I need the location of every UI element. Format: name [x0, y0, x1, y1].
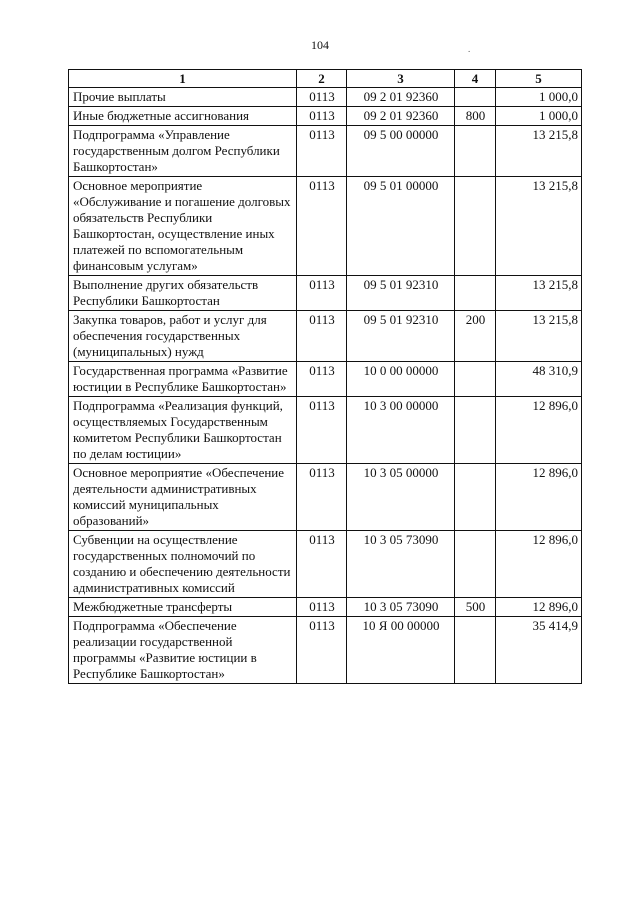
cell-target-article: 10 3 05 73090	[347, 598, 455, 617]
cell-expense-type	[455, 362, 496, 397]
cell-name: Выполнение других обязательств Республики Башкортостан	[69, 276, 297, 311]
cell-amount: 13 215,8	[496, 311, 582, 362]
cell-amount: 12 896,0	[496, 598, 582, 617]
cell-section: 0113	[297, 107, 347, 126]
cell-section: 0113	[297, 88, 347, 107]
cell-name: Государственная программа «Развитие юстиции в Республике Башкортостан»	[69, 362, 297, 397]
cell-name: Субвенции на осуществление государственных полномочий по созданию и обеспечению деятельности административных комиссий	[69, 531, 297, 598]
table-row	[69, 598, 582, 617]
cell-section: 0113	[297, 311, 347, 362]
cell-amount: 1 000,0	[496, 88, 582, 107]
cell-section: 0113	[297, 531, 347, 598]
table-row	[69, 362, 582, 397]
header-col-4: 4	[455, 70, 496, 88]
cell-name: Межбюджетные трансферты	[69, 598, 297, 617]
table-row	[69, 177, 582, 276]
table-row	[69, 311, 582, 362]
table-row	[69, 88, 582, 107]
cell-amount: 13 215,8	[496, 126, 582, 177]
cell-section: 0113	[297, 464, 347, 531]
cell-target-article: 09 2 01 92360	[347, 107, 455, 126]
table-row	[69, 276, 582, 311]
cell-name: Подпрограмма «Управление государственным долгом Республики Башкортостан»	[69, 126, 297, 177]
table-row	[69, 531, 582, 598]
cell-amount: 35 414,9	[496, 617, 582, 684]
cell-target-article: 10 3 05 73090	[347, 531, 455, 598]
cell-target-article: 10 3 00 00000	[347, 397, 455, 464]
cell-amount: 13 215,8	[496, 276, 582, 311]
cell-target-article: 10 3 05 00000	[347, 464, 455, 531]
budget-table	[68, 69, 582, 684]
cell-expense-type	[455, 464, 496, 531]
cell-target-article: 10 0 00 00000	[347, 362, 455, 397]
table-row	[69, 617, 582, 684]
cell-amount: 12 896,0	[496, 397, 582, 464]
table-row	[69, 126, 582, 177]
header-col-2: 2	[297, 70, 347, 88]
cell-target-article: 09 2 01 92360	[347, 88, 455, 107]
cell-expense-type	[455, 177, 496, 276]
cell-section: 0113	[297, 598, 347, 617]
header-col-3: 3	[347, 70, 455, 88]
cell-expense-type	[455, 531, 496, 598]
cell-expense-type: 200	[455, 311, 496, 362]
cell-expense-type: 800	[455, 107, 496, 126]
table-row	[69, 397, 582, 464]
cell-section: 0113	[297, 276, 347, 311]
table-row	[69, 464, 582, 531]
cell-section: 0113	[297, 362, 347, 397]
cell-expense-type	[455, 276, 496, 311]
cell-name: Закупка товаров, работ и услуг для обеспечения государственных (муниципальных) нужд	[69, 311, 297, 362]
cell-section: 0113	[297, 177, 347, 276]
cell-expense-type	[455, 397, 496, 464]
scan-mark: .	[468, 44, 471, 54]
cell-target-article: 09 5 01 92310	[347, 276, 455, 311]
cell-name: Основное мероприятие «Обеспечение деятельности административных комиссий муниципальных образований»	[69, 464, 297, 531]
cell-name: Иные бюджетные ассигнования	[69, 107, 297, 126]
cell-name: Подпрограмма «Реализация функций, осуществляемых Государственным комитетом Республики Башкортостан по делам юстиции»	[69, 397, 297, 464]
cell-amount: 12 896,0	[496, 464, 582, 531]
cell-amount: 13 215,8	[496, 177, 582, 276]
header-row	[69, 70, 582, 88]
cell-name: Основное мероприятие «Обслуживание и погашение долговых обязательств Республики Башкортостан, осуществление иных платежей по вспомогательным финансовым услугам»	[69, 177, 297, 276]
cell-amount: 12 896,0	[496, 531, 582, 598]
cell-section: 0113	[297, 126, 347, 177]
cell-expense-type	[455, 617, 496, 684]
table-row	[69, 107, 582, 126]
page-number: 104	[311, 38, 329, 52]
cell-amount: 48 310,9	[496, 362, 582, 397]
cell-target-article: 10 Я 00 00000	[347, 617, 455, 684]
header-col-5: 5	[496, 70, 582, 88]
cell-name: Подпрограмма «Обеспечение реализации государственной программы «Развитие юстиции в Республике Башкортостан»	[69, 617, 297, 684]
cell-name: Прочие выплаты	[69, 88, 297, 107]
cell-section: 0113	[297, 397, 347, 464]
cell-expense-type	[455, 88, 496, 107]
cell-target-article: 09 5 01 00000	[347, 177, 455, 276]
header-col-1: 1	[69, 70, 297, 88]
cell-target-article: 09 5 01 92310	[347, 311, 455, 362]
cell-amount: 1 000,0	[496, 107, 582, 126]
table-body	[69, 88, 582, 684]
cell-target-article: 09 5 00 00000	[347, 126, 455, 177]
cell-expense-type: 500	[455, 598, 496, 617]
cell-expense-type	[455, 126, 496, 177]
cell-section: 0113	[297, 617, 347, 684]
